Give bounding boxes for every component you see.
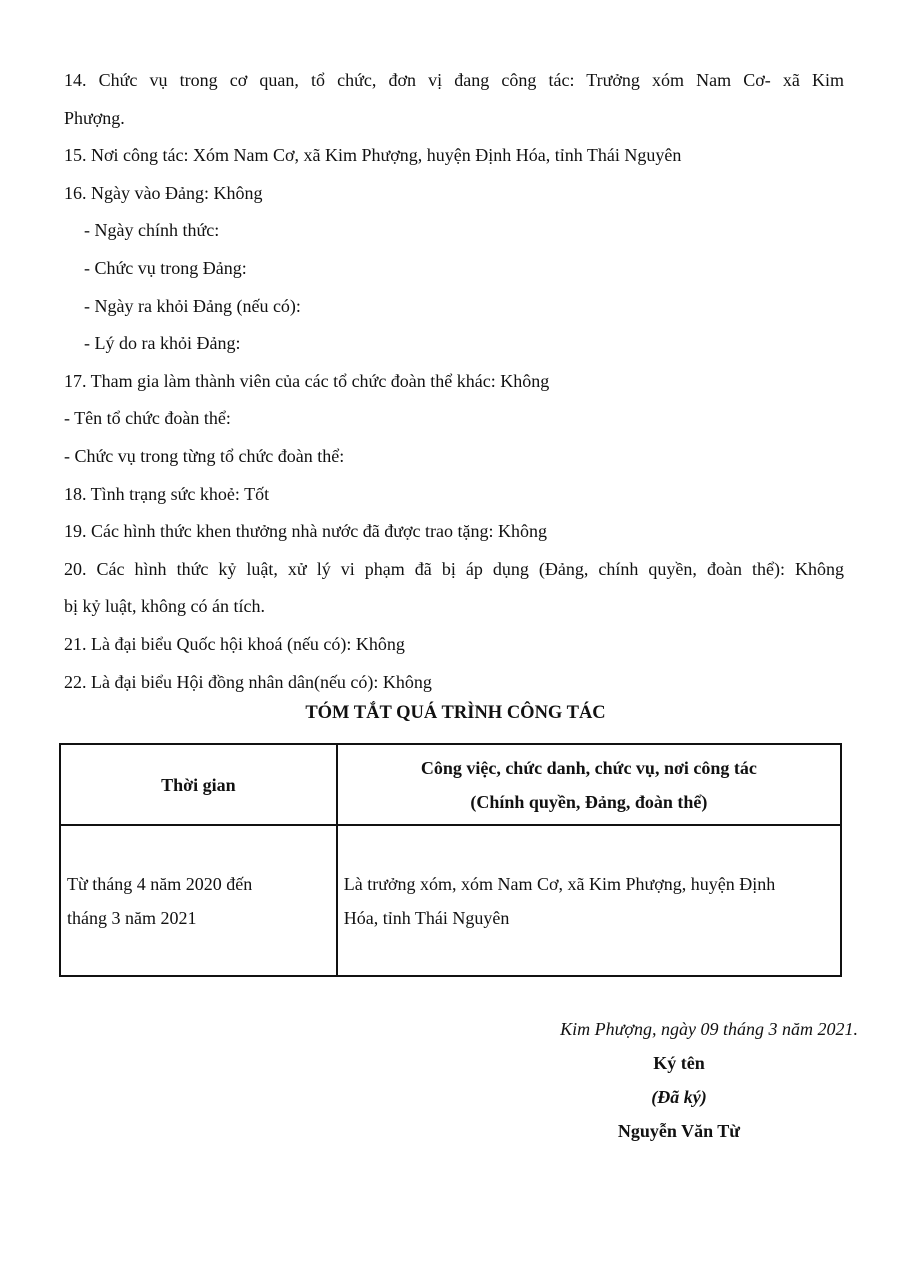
item-20-line-1: 20. Các hình thức kỷ luật, xử lý vi phạm đã bị áp dụng (Đảng, chính quyền, đoàn thể): Không: [64, 558, 844, 579]
cell-time: [60, 825, 337, 976]
table-row: [60, 825, 841, 976]
cell-work: [337, 825, 841, 976]
signature-block: [440, 1012, 870, 1148]
item-18: 18. Tình trạng sức khoẻ: Tốt: [64, 483, 270, 504]
item-16-leave-date: - Ngày ra khỏi Đảng (nếu có):: [84, 295, 301, 316]
item-17-org-name: - Tên tổ chức đoàn thể:: [64, 408, 231, 429]
section-title: TÓM TẮT QUÁ TRÌNH CÔNG TÁC: [305, 703, 606, 723]
item-19: 19. Các hình thức khen thưởng nhà nước đã được trao tặng: Không: [64, 521, 547, 542]
signer-name: Nguyễn Văn Từ: [617, 1121, 741, 1141]
item-14-line-2: Phượng.: [64, 107, 125, 128]
item-16-leave-reason: - Lý do ra khỏi Đảng:: [84, 333, 241, 354]
header-time: Thời gian: [60, 744, 337, 825]
table-header-row: [60, 744, 841, 825]
cell-work-line-1: Là trưởng xóm, xóm Nam Cơ, xã Kim Phượng, huyện Định: [343, 873, 776, 894]
item-22: 22. Là đại biểu Hội đồng nhân dân(nếu có): Không: [64, 671, 432, 692]
place-date: Kim Phượng, ngày 09 tháng 3 năm 2021.: [560, 1019, 858, 1039]
item-20-line-2: bị kỷ luật, không có án tích.: [64, 596, 265, 617]
item-17: 17. Tham gia làm thành viên của các tổ chức đoàn thể khác: Không: [64, 370, 550, 391]
sign-label: Ký tên: [653, 1053, 705, 1073]
cell-work-line-2: Hóa, tỉnh Thái Nguyên: [343, 907, 510, 928]
header-work: [337, 744, 841, 825]
header-work-line-2: (Chính quyền, Đảng, đoàn thể): [470, 791, 708, 812]
item-21: 21. Là đại biểu Quốc hội khoá (nếu có): Không: [64, 633, 405, 654]
item-16-official-date: - Ngày chính thức:: [84, 220, 220, 241]
header-work-line-1: Công việc, chức danh, chức vụ, nơi công tác: [420, 757, 757, 778]
item-16-party-position: - Chức vụ trong Đảng:: [84, 257, 247, 278]
item-15: 15. Nơi công tác: Xóm Nam Cơ, xã Kim Phượng, huyện Định Hóa, tỉnh Thái Nguyên: [64, 145, 682, 166]
work-history-table: [59, 743, 842, 977]
item-16: 16. Ngày vào Đảng: Không: [64, 182, 263, 203]
item-17-org-position: - Chức vụ trong từng tổ chức đoàn thể:: [64, 445, 345, 466]
cell-time-line-2: tháng 3 năm 2021: [67, 907, 197, 928]
cell-time-line-1: Từ tháng 4 năm 2020 đến: [67, 873, 253, 894]
item-14-line-1: 14. Chức vụ trong cơ quan, tổ chức, đơn vị đang công tác: Trưởng xóm Nam Cơ- xã Kim: [64, 70, 844, 90]
signed-note: (Đã ký): [651, 1087, 707, 1107]
personal-info-list: [64, 62, 844, 701]
